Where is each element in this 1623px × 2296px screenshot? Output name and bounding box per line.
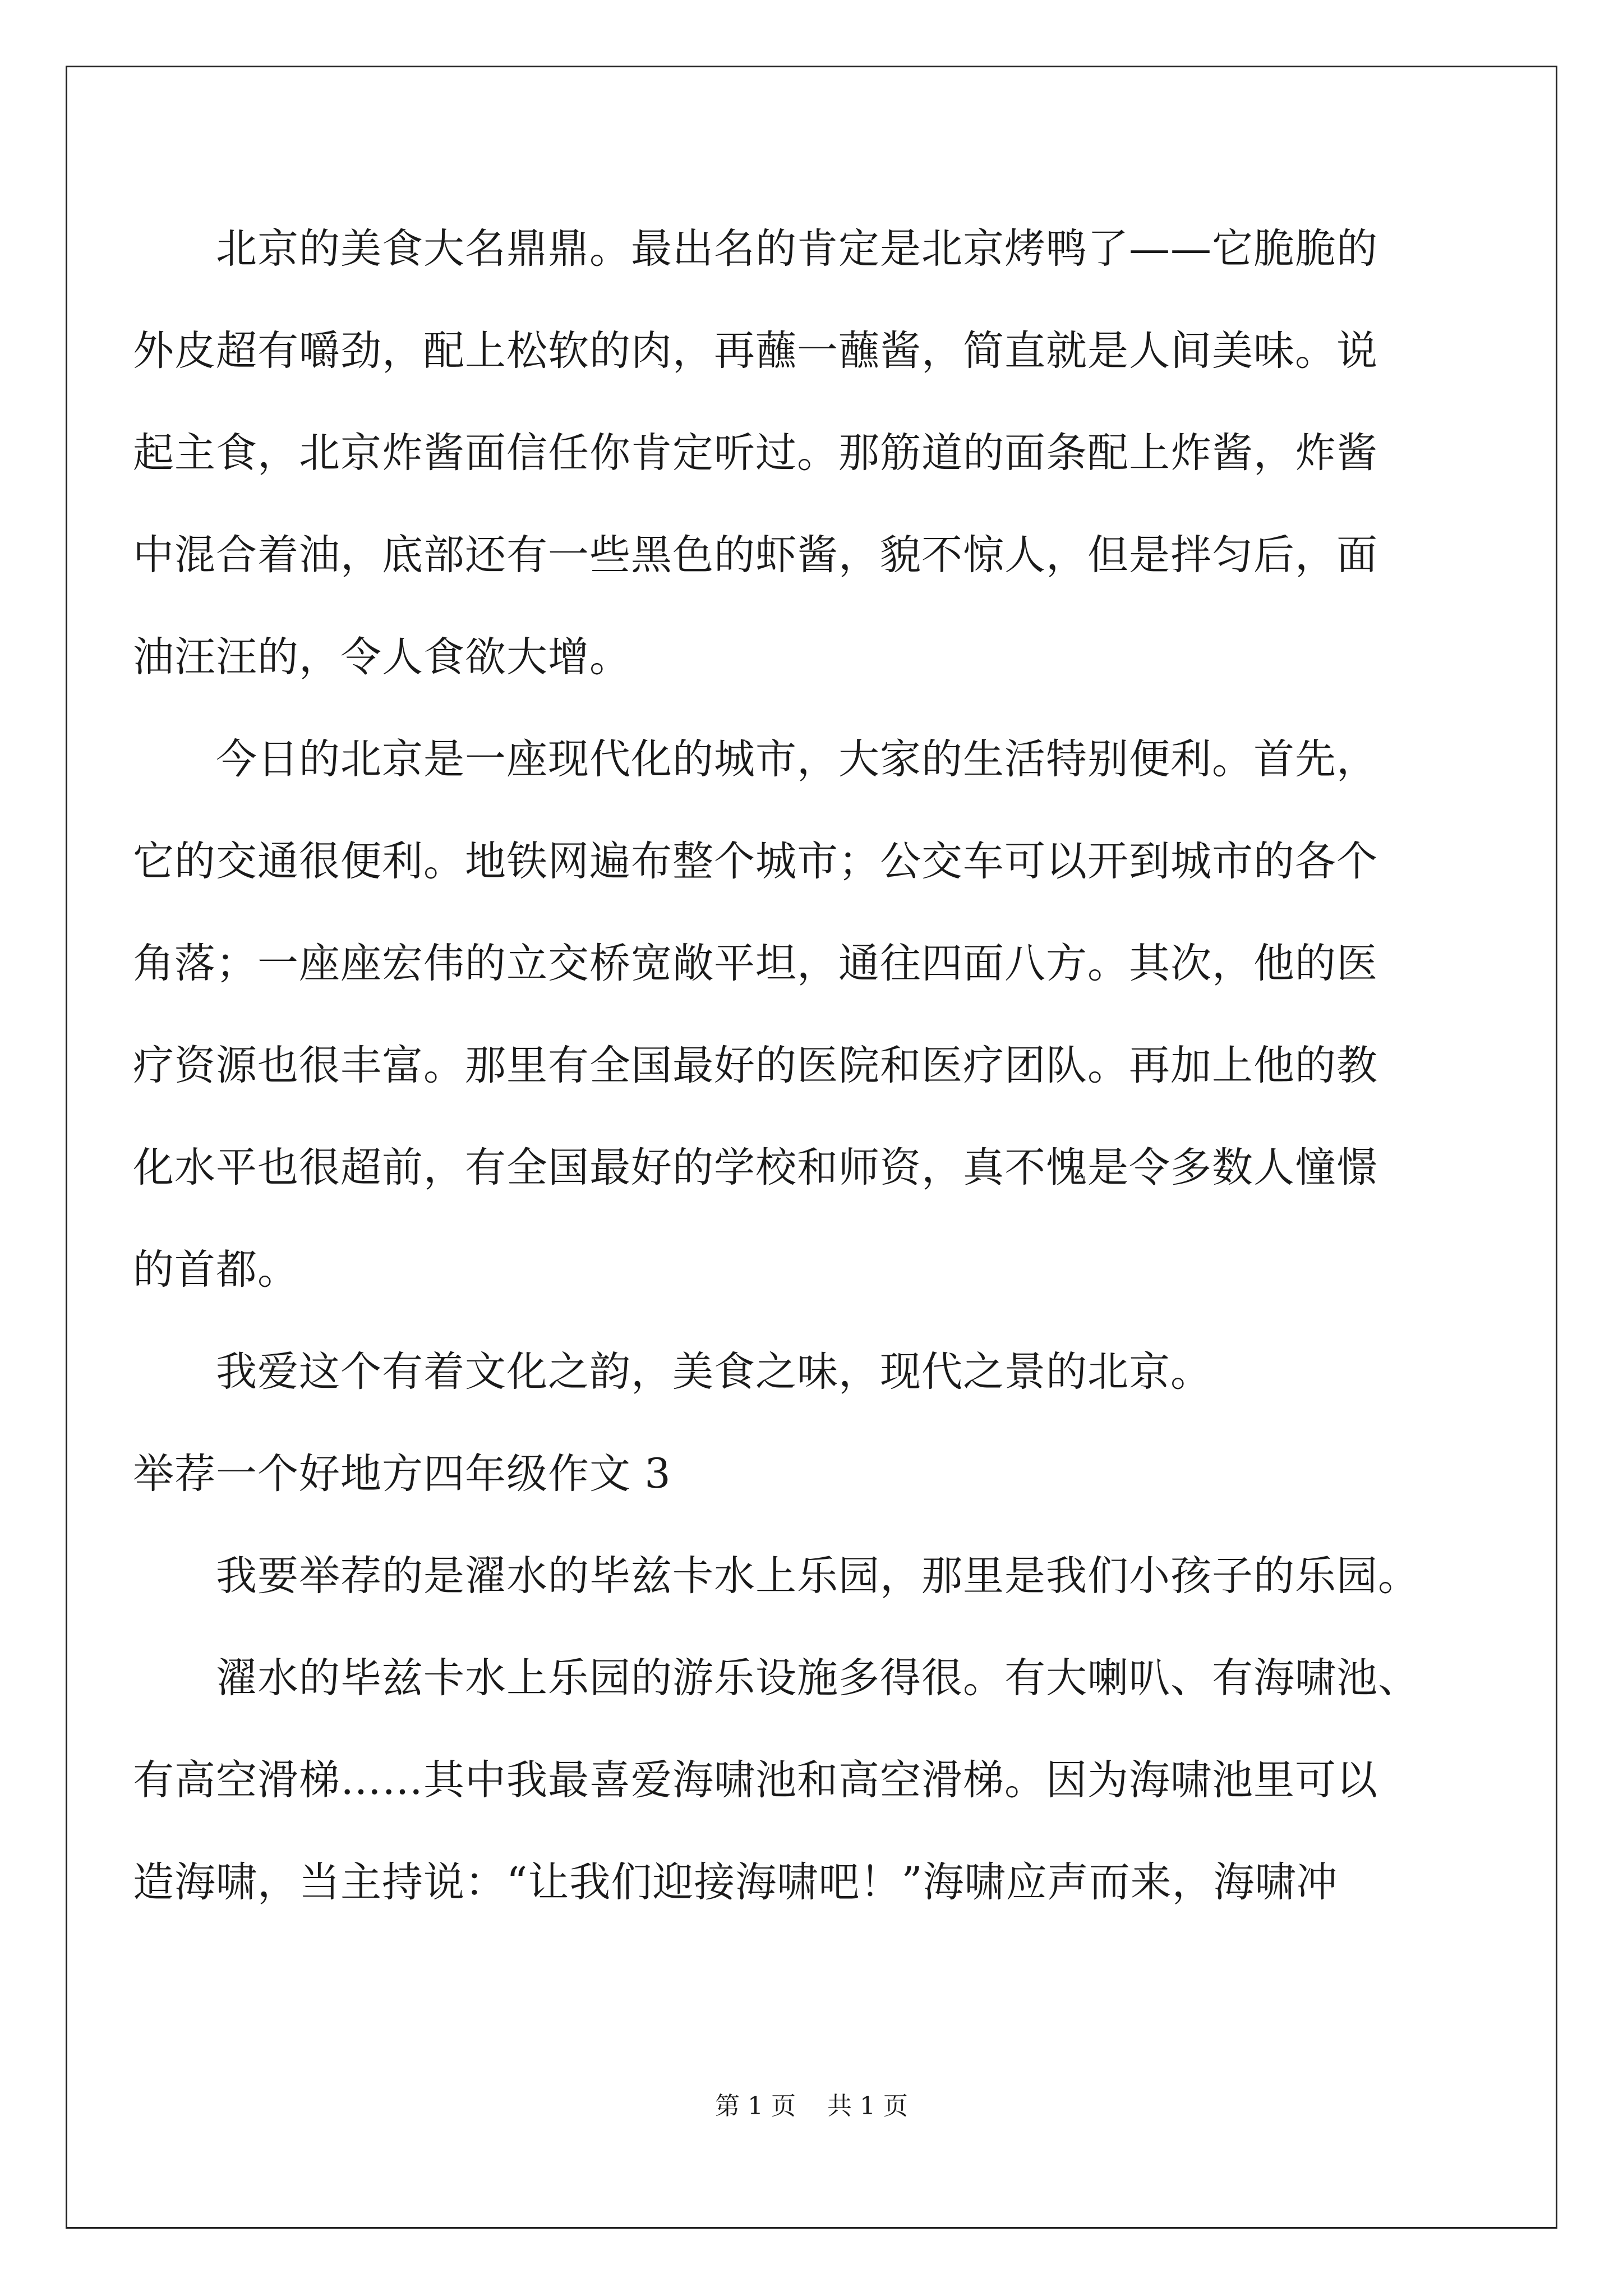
paragraph-line: 角落；一座座宏伟的立交桥宽敞平坦，通往四面八方。其次，他的医 bbox=[133, 940, 1378, 987]
paragraph-line: 中混合着油，底部还有一些黑色的虾酱，貌不惊人，但是拌匀后，面 bbox=[133, 531, 1378, 579]
section-heading: 举荐一个好地方四年级作文 3 bbox=[133, 1450, 671, 1498]
paragraph-line: 化水平也很超前，有全国最好的学校和师资，真不愧是令多数人憧憬 bbox=[133, 1144, 1378, 1191]
page-number-footer: 第 1 页 共 1 页 bbox=[715, 2092, 908, 2120]
paragraph-line: 我爱这个有着文化之韵，美食之味，现代之景的北京。 bbox=[216, 1348, 1212, 1396]
paragraph-line: 今日的北京是一座现代化的城市，大家的生活特别便利。首先， bbox=[216, 735, 1378, 783]
paragraph-line: 外皮超有嚼劲，配上松软的肉，再蘸一蘸酱，简直就是人间美味。说 bbox=[133, 327, 1378, 375]
paragraph-line: 造海啸，当主持说：“让我们迎接海啸吧！”海啸应声而来，海啸冲 bbox=[133, 1858, 1338, 1906]
paragraph-line: 的首都。 bbox=[133, 1246, 299, 1294]
paragraph-line: 有高空滑梯……其中我最喜爱海啸池和高空滑梯。因为海啸池里可以 bbox=[133, 1756, 1378, 1804]
paragraph-line: 它的交通很便利。地铁网遍布整个城市；公交车可以开到城市的各个 bbox=[133, 838, 1378, 885]
paragraph-line: 起主食，北京炸酱面信任你肯定听过。那筋道的面条配上炸酱，炸酱 bbox=[133, 429, 1378, 477]
paragraph-line: 濯水的毕兹卡水上乐园的游乐设施多得很。有大喇叭、有海啸池、 bbox=[216, 1654, 1419, 1702]
paragraph-line: 疗资源也很丰富。那里有全国最好的医院和医疗团队。再加上他的教 bbox=[133, 1042, 1378, 1089]
paragraph-line: 北京的美食大名鼎鼎。最出名的肯定是北京烤鸭了——它脆脆的 bbox=[216, 225, 1378, 273]
paragraph-line: 我要举荐的是濯水的毕兹卡水上乐园，那里是我们小孩子的乐园。 bbox=[216, 1552, 1419, 1600]
paragraph-line: 油汪汪的，令人食欲大增。 bbox=[133, 633, 631, 681]
